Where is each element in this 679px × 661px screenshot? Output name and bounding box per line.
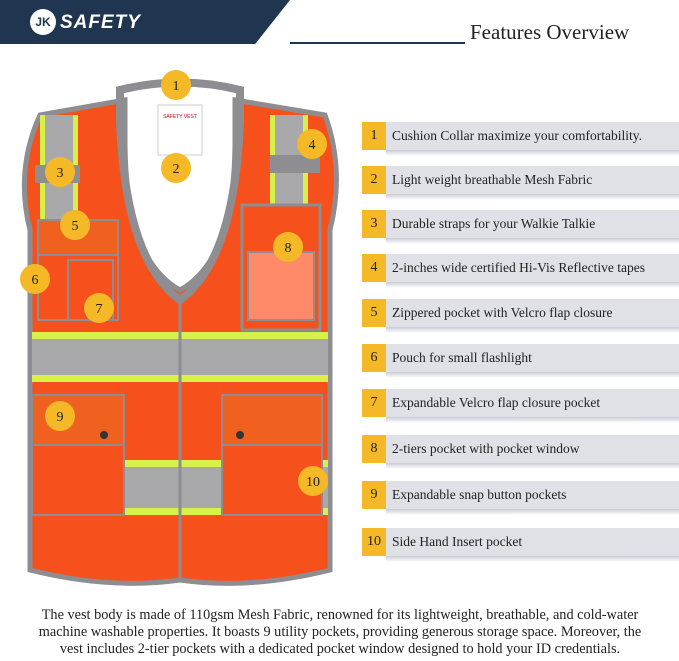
feature-item-3 [362, 210, 679, 238]
callout-number-4: 4 [308, 138, 316, 153]
callout-number-6: 6 [31, 273, 39, 288]
feature-item-2 [362, 166, 679, 194]
page-title: Features Overview [470, 20, 630, 44]
feature-text: 2-inches wide certified Hi-Vis Reflective tapes [392, 260, 645, 275]
description-line-1: The vest body is made of 110gsm Mesh Fabric, renowned for its lightweight, breathable, and cold-water [41, 607, 639, 623]
feature-item-10 [362, 528, 679, 556]
feature-item-7 [362, 389, 679, 417]
brand-name: SAFETY [60, 12, 141, 33]
feature-text: 2-tiers pocket with pocket window [392, 441, 580, 456]
feature-item-1 [362, 122, 679, 150]
callout-number-3: 3 [56, 166, 64, 181]
feature-item-8 [362, 435, 679, 463]
callout-number-2: 2 [172, 162, 180, 177]
collar-label-tag [158, 105, 202, 155]
feature-text: Expandable Velcro flap closure pocket [392, 395, 601, 410]
brand-logo-icon: JK [30, 9, 56, 35]
callout-number-1: 1 [172, 79, 180, 94]
callout-number-10: 10 [306, 475, 320, 490]
feature-number-badge: 7 [362, 389, 386, 417]
feature-number-badge: 5 [362, 299, 386, 327]
feature-text: Expandable snap button pockets [392, 487, 567, 502]
feature-number-badge: 6 [362, 344, 386, 372]
feature-item-5 [362, 299, 679, 327]
feature-text: Light weight breathable Mesh Fabric [392, 172, 593, 187]
snap-button-left [100, 431, 108, 439]
feature-number-badge: 4 [362, 254, 386, 282]
id-window [248, 252, 314, 320]
feature-text: Cushion Collar maximize your comfortability. [392, 128, 642, 143]
feature-number-badge: 2 [362, 166, 386, 194]
feature-number-badge: 1 [362, 122, 386, 150]
feature-number-badge: 8 [362, 435, 386, 463]
callout-number-7: 7 [95, 302, 103, 317]
collar-label-text: SAFETY VEST [163, 114, 197, 120]
feature-number-badge: 10 [362, 528, 386, 556]
feature-text: Pouch for small flashlight [392, 350, 532, 365]
feature-item-4 [362, 254, 679, 282]
feature-item-6 [362, 344, 679, 372]
feature-item-9 [362, 481, 679, 509]
header-divider [290, 42, 465, 44]
feature-number-badge: 9 [362, 481, 386, 509]
feature-text: Zippered pocket with Velcro flap closure [392, 305, 613, 320]
callout-number-9: 9 [56, 410, 64, 425]
product-description [20, 607, 660, 658]
callout-number-5: 5 [71, 219, 79, 234]
description-line-3: vest includes 2-tier pockets with a dedicated pocket window designed to hold your ID credentials. [59, 641, 621, 657]
feature-text: Durable straps for your Walkie Talkie [392, 216, 596, 231]
description-line-2: machine washable properties. It boasts 9 utility pockets, providing generous storage space. Moreover, the [38, 624, 642, 640]
snap-button-right [236, 431, 244, 439]
safety-vest-image [0, 60, 360, 600]
feature-text: Side Hand Insert pocket [392, 534, 523, 549]
feature-number-badge: 3 [362, 210, 386, 238]
callout-number-8: 8 [284, 241, 292, 256]
